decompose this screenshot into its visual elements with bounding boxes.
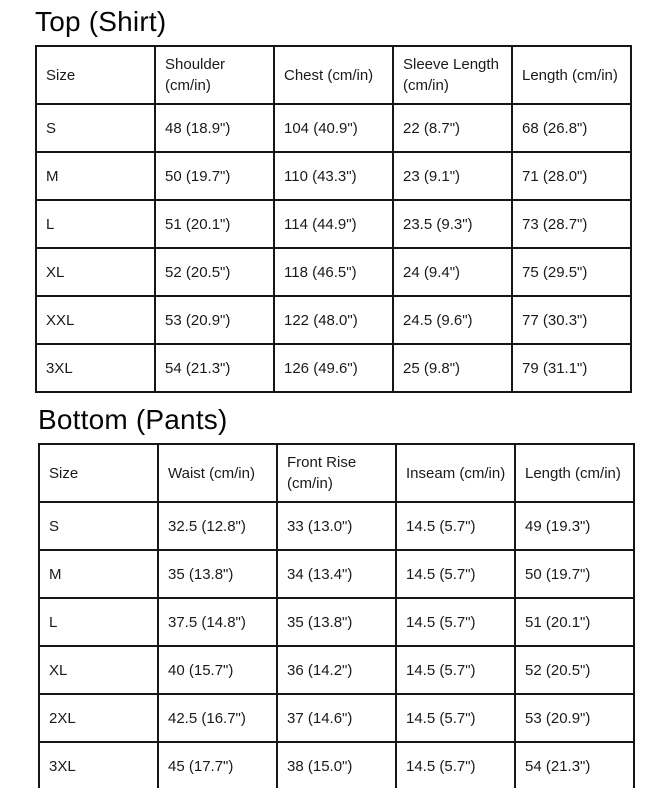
bottom-pants-size-table (38, 443, 635, 788)
cell-chest: 114 (44.9") (274, 200, 393, 248)
cell-chest: 110 (43.3") (274, 152, 393, 200)
top-shirt-size-table (35, 45, 632, 393)
column-header-length: Length (cm/in) (512, 46, 631, 104)
cell-length: 71 (28.0") (512, 152, 631, 200)
cell-length: 53 (20.9") (515, 694, 634, 742)
column-header-size: Size (36, 46, 155, 104)
cell-sleeve-length: 23 (9.1") (393, 152, 512, 200)
column-header-size: Size (39, 444, 158, 502)
cell-length: 52 (20.5") (515, 646, 634, 694)
cell-shoulder: 52 (20.5") (155, 248, 274, 296)
cell-inseam: 14.5 (5.7") (396, 502, 515, 550)
cell-shoulder: 51 (20.1") (155, 200, 274, 248)
column-header-inseam: Inseam (cm/in) (396, 444, 515, 502)
cell-waist: 32.5 (12.8") (158, 502, 277, 550)
table-row-3xl (36, 344, 631, 392)
cell-inseam: 14.5 (5.7") (396, 598, 515, 646)
cell-size: L (39, 598, 158, 646)
cell-waist: 37.5 (14.8") (158, 598, 277, 646)
table-row-m (36, 152, 631, 200)
cell-chest: 122 (48.0") (274, 296, 393, 344)
cell-waist: 45 (17.7") (158, 742, 277, 788)
column-header-shoulder: Shoulder (cm/in) (155, 46, 274, 104)
cell-size: XL (39, 646, 158, 694)
cell-length: 77 (30.3") (512, 296, 631, 344)
cell-sleeve-length: 24.5 (9.6") (393, 296, 512, 344)
cell-front-rise: 36 (14.2") (277, 646, 396, 694)
table-header-row (36, 46, 631, 104)
cell-size: S (36, 104, 155, 152)
column-header-chest: Chest (cm/in) (274, 46, 393, 104)
table-row-xl (36, 248, 631, 296)
cell-length: 75 (29.5") (512, 248, 631, 296)
cell-size: 3XL (36, 344, 155, 392)
cell-front-rise: 37 (14.6") (277, 694, 396, 742)
table-header-row (39, 444, 634, 502)
table-row-xxl (36, 296, 631, 344)
column-header-sleeve-length: Sleeve Length (cm/in) (393, 46, 512, 104)
cell-shoulder: 53 (20.9") (155, 296, 274, 344)
cell-shoulder: 48 (18.9") (155, 104, 274, 152)
cell-size: M (39, 550, 158, 598)
table-row-2xl (39, 694, 634, 742)
cell-size: L (36, 200, 155, 248)
column-header-length: Length (cm/in) (515, 444, 634, 502)
cell-size: XL (36, 248, 155, 296)
top-shirt-section (0, 0, 660, 393)
cell-sleeve-length: 24 (9.4") (393, 248, 512, 296)
table-row-m (39, 550, 634, 598)
cell-front-rise: 34 (13.4") (277, 550, 396, 598)
cell-length: 50 (19.7") (515, 550, 634, 598)
cell-length: 51 (20.1") (515, 598, 634, 646)
cell-inseam: 14.5 (5.7") (396, 742, 515, 788)
cell-length: 73 (28.7") (512, 200, 631, 248)
column-header-waist: Waist (cm/in) (158, 444, 277, 502)
cell-sleeve-length: 23.5 (9.3") (393, 200, 512, 248)
cell-front-rise: 35 (13.8") (277, 598, 396, 646)
cell-length: 79 (31.1") (512, 344, 631, 392)
table-row-xl (39, 646, 634, 694)
cell-inseam: 14.5 (5.7") (396, 550, 515, 598)
column-header-front-rise: Front Rise (cm/in) (277, 444, 396, 502)
cell-chest: 118 (46.5") (274, 248, 393, 296)
cell-size: S (39, 502, 158, 550)
table-row-s (39, 502, 634, 550)
cell-front-rise: 38 (15.0") (277, 742, 396, 788)
cell-inseam: 14.5 (5.7") (396, 646, 515, 694)
cell-front-rise: 33 (13.0") (277, 502, 396, 550)
table-row-l (36, 200, 631, 248)
cell-length: 49 (19.3") (515, 502, 634, 550)
cell-chest: 126 (49.6") (274, 344, 393, 392)
cell-shoulder: 54 (21.3") (155, 344, 274, 392)
cell-length: 54 (21.3") (515, 742, 634, 788)
cell-size: 3XL (39, 742, 158, 788)
cell-waist: 42.5 (16.7") (158, 694, 277, 742)
cell-size: 2XL (39, 694, 158, 742)
table-row-l (39, 598, 634, 646)
bottom-pants-section (0, 393, 660, 788)
cell-chest: 104 (40.9") (274, 104, 393, 152)
cell-sleeve-length: 22 (8.7") (393, 104, 512, 152)
cell-waist: 40 (15.7") (158, 646, 277, 694)
cell-length: 68 (26.8") (512, 104, 631, 152)
section-title-bottom-pants: Bottom (Pants) (38, 404, 228, 435)
table-row-s (36, 104, 631, 152)
cell-waist: 35 (13.8") (158, 550, 277, 598)
section-title-top-shirt: Top (Shirt) (35, 6, 167, 37)
cell-inseam: 14.5 (5.7") (396, 694, 515, 742)
cell-sleeve-length: 25 (9.8") (393, 344, 512, 392)
cell-shoulder: 50 (19.7") (155, 152, 274, 200)
cell-size: XXL (36, 296, 155, 344)
table-row-3xl (39, 742, 634, 788)
cell-size: M (36, 152, 155, 200)
